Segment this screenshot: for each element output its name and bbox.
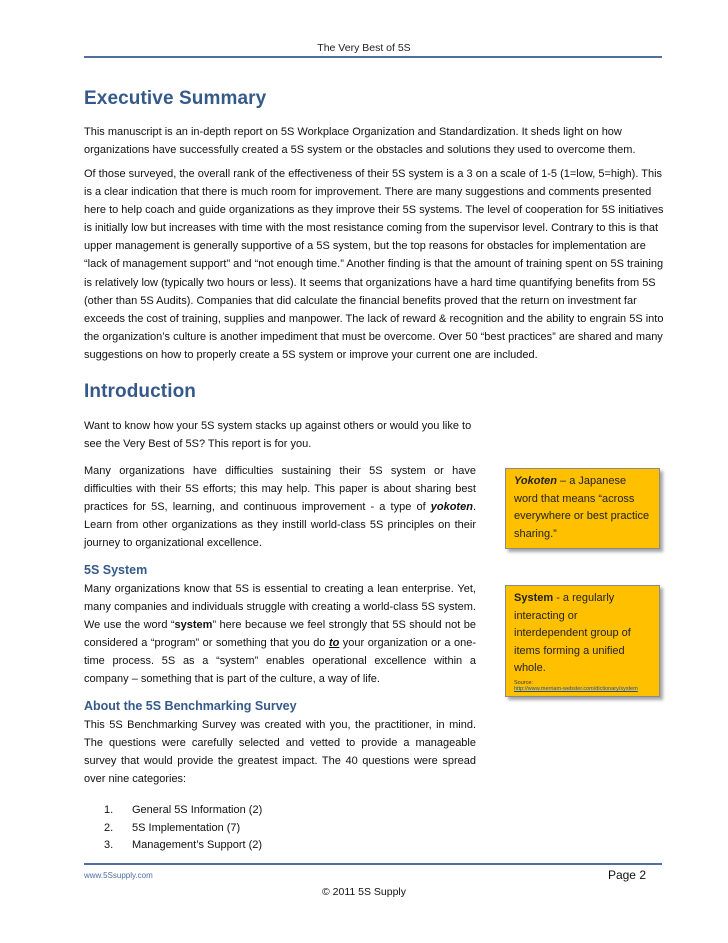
executive-summary-heading: Executive Summary (84, 88, 267, 109)
survey-heading: About the 5S Benchmarking Survey (84, 699, 297, 713)
list-item: 2. 5S Implementation (7) (104, 821, 241, 834)
list-item: 1. General 5S Information (2) (104, 804, 263, 816)
system-callout-source: Source: http://www.merriam-webster.com/dictionary/system (514, 679, 638, 692)
system-callout-term: System (514, 592, 554, 604)
yokoten-callout-text: – a Japanese word that means “across everywhere or best practice sharing.” (514, 475, 650, 540)
yokoten-callout-term: Yokoten (514, 475, 557, 487)
footer-website: www.5Ssupply.com (84, 871, 153, 880)
system-callout-text: - a regularly interacting or interdependent group of items forming a unified whole. (514, 592, 631, 674)
survey-paragraph: This 5S Benchmarking Survey was created with you, the practitioner, in mind. The questions were carefully selected and vetted to provide a manageable survey that would provide the greatest impact. The 40 questions were spread over nine categories: (84, 719, 476, 786)
introduction-heading: Introduction (84, 381, 197, 402)
5s-system-paragraph: Many organizations know that 5S is essential to creating a lean enterprise. Yet, many companies and individuals struggle with creating a world-class 5S system. We use the word “system” here because we feel strongly that 5S should not be considered a “program” or something that you do to your organization or a one-time process. 5S as a “system” enables operational excellence within a company – something that is part of the culture, a way of life. (84, 583, 476, 686)
list-item: 3. Management’s Support (2) (104, 839, 263, 851)
system-definition-callout (505, 585, 660, 697)
page-number: Page 2 (607, 868, 646, 882)
category-list (104, 802, 262, 855)
introduction-paragraph-2: Many organizations have difficulties sustaining their 5S system or have difficulties with their 5S efforts; this may help. This paper is about sharing best practices for 5S, learning, and continuous improvement - a type of yokoten. Learn from other organizations as they instill world-class 5S principles on their journey to organizational excellence. (84, 465, 476, 550)
introduction-paragraph-1: Want to know how your 5S system stacks up against others or would you like to see the Very Best of 5S? This report is for you. (84, 420, 472, 451)
5s-system-heading: 5S System (84, 563, 148, 577)
header-rule (84, 56, 662, 58)
executive-summary-paragraph-2: Of those surveyed, the overall rank of the effectiveness of their 5S system is a 3 on a scale of 1-5 (1=low, 5=high). This is a clear indication that there is much room for improvement. There are many suggestions and comments presented here to help coach and guide organizations as they improve their 5S systems. The level of cooperation for 5S initiatives is initially low but increases with time with the most resistance coming from the supervisor level. Contrary to this is that upper management is generally supportive of a 5S system, but the top reasons for obstacles for implementation are “lack of management support” and “not enough time.” Another finding is that the amount of training spent on 5S training is relatively low (typically two hours or less). It seems that organizations have a hard time quantifying benefits from 5S (other than 5S Audits). Companies that did calculate the financial benefits proved that the return on investment far exceeds the cost of training, supplies and manpower. The lack of reward & recognition and the ability to engrain 5S into the organization’s culture is another impediment that must be overcome. Over 50 “best practices” are shared and many suggestions on how to properly create a 5S system or improve your current one are included. (84, 168, 664, 361)
running-header: The Very Best of 5S (317, 42, 411, 54)
footer-copyright: © 2011 5S Supply (321, 886, 406, 898)
yokoten-term: yokoten (430, 501, 473, 514)
yokoten-callout (505, 468, 660, 549)
source-link[interactable]: http://www.merriam-webster.com/dictionary/system (514, 686, 638, 692)
executive-summary-paragraph-1: This manuscript is an in-depth report on 5S Workplace Organization and Standardization. It sheds light on how organizations have successfully created a 5S system or the obstacles and solutions they used to overcome them. (84, 126, 636, 157)
footer-rule (84, 863, 662, 865)
